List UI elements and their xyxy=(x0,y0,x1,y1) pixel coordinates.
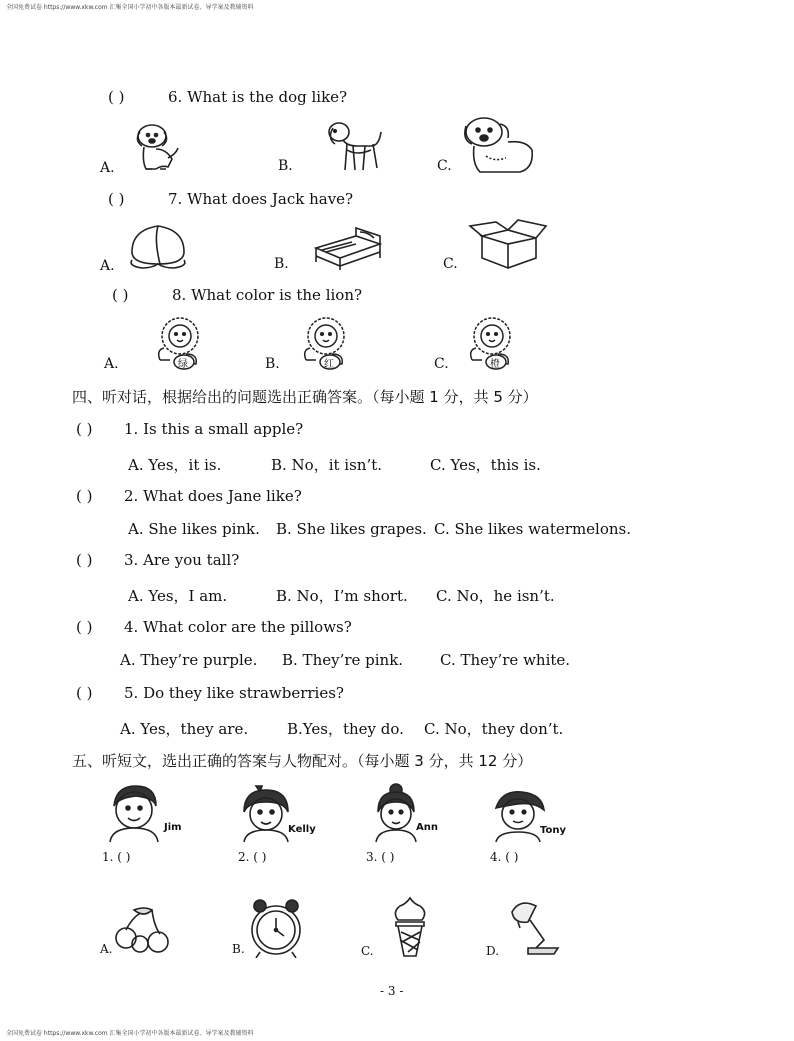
p4-q3-text: 3. Are you tall? xyxy=(124,551,240,569)
p4-q3-a: A. Yes，I am. xyxy=(128,587,228,605)
p4-q4-a: A. They’re purple. xyxy=(120,651,258,669)
lion-tag-orange: 橙 xyxy=(490,359,500,370)
match-1: 1. ( ) xyxy=(102,850,131,864)
q6-paren: ( ) xyxy=(108,88,125,106)
q8-option-a: A. xyxy=(104,356,119,372)
person-name-jim: Jim xyxy=(164,822,182,833)
thin-dog-icon xyxy=(325,120,387,175)
person-name-kelly: Kelly xyxy=(288,824,316,835)
page-footer: 全国免费试卷 https://www.xkw.com 汇集全国小学初中各版本最新试卷、导学案及教辅资料 xyxy=(6,1030,254,1037)
p4-q3-paren: ( ) xyxy=(76,551,93,569)
peach-icon xyxy=(124,222,192,272)
p4-q2-b: B. She likes grapes. xyxy=(276,520,427,538)
p4-q5-c: C. No，they don’t. xyxy=(424,720,564,738)
p5-option-d: D. xyxy=(486,944,500,958)
desk-lamp-icon xyxy=(508,900,564,958)
girl-kelly-icon xyxy=(238,784,294,842)
lion-orange-icon xyxy=(458,316,520,372)
q8-option-b: B. xyxy=(265,356,280,372)
p4-q1-a: A. Yes，it is. xyxy=(128,456,222,474)
girl-ann-icon xyxy=(370,782,422,842)
q7-option-a: A. xyxy=(100,258,115,274)
cherries-icon xyxy=(112,906,172,954)
q7-option-b: B. xyxy=(274,256,289,272)
page-number: - 3 - xyxy=(380,984,404,998)
p4-q1-c: C. Yes，this is. xyxy=(430,456,541,474)
box-icon xyxy=(468,218,550,270)
q7-option-c: C. xyxy=(443,256,458,272)
q7-paren: ( ) xyxy=(108,190,125,208)
part5-heading: 五、听短文，选出正确的答案与人物配对。（每小题 3 分，共 12 分） xyxy=(72,752,533,770)
p4-q5-b: B.Yes，they do. xyxy=(287,720,404,738)
p4-q3-c: C. No，he isn’t. xyxy=(436,587,555,605)
page-header: 全国免费试卷 https://www.xkw.com 汇集全国小学初中各版本最新试卷、导学案及教辅资料 xyxy=(6,4,254,11)
p4-q3-b: B. No，I’m short. xyxy=(276,587,408,605)
p4-q2-text: 2. What does Jane like? xyxy=(124,487,302,505)
q6-option-c: C. xyxy=(437,158,452,174)
p4-q5-a: A. Yes，they are. xyxy=(120,720,249,738)
lion-red-icon xyxy=(292,316,354,372)
q7-text: 7. What does Jack have? xyxy=(168,190,354,208)
small-dog-icon xyxy=(130,122,185,177)
big-dog-icon xyxy=(460,116,540,178)
lion-tag-green: 绿 xyxy=(178,359,188,370)
p4-q4-text: 4. What color are the pillows? xyxy=(124,618,352,636)
match-3: 3. ( ) xyxy=(366,850,395,864)
p4-q4-paren: ( ) xyxy=(76,618,93,636)
q8-option-c: C. xyxy=(434,356,449,372)
p5-option-c: C. xyxy=(361,944,374,958)
q8-paren: ( ) xyxy=(112,286,129,304)
bed-icon xyxy=(312,226,384,272)
match-4: 4. ( ) xyxy=(490,850,519,864)
q6-option-b: B. xyxy=(278,158,293,174)
p5-option-b: B. xyxy=(232,942,245,956)
p4-q5-text: 5. Do they like strawberries? xyxy=(124,684,344,702)
p4-q2-paren: ( ) xyxy=(76,487,93,505)
part4-heading: 四、听对话，根据给出的问题选出正确答案。（每小题 1 分，共 5 分） xyxy=(72,388,538,406)
lion-tag-red: 红 xyxy=(324,359,334,370)
boy-jim-icon xyxy=(106,784,162,842)
p4-q4-b: B. They’re pink. xyxy=(282,651,404,669)
person-name-tony: Tony xyxy=(540,825,567,836)
person-name-ann: Ann xyxy=(416,822,438,833)
p4-q5-paren: ( ) xyxy=(76,684,93,702)
p4-q1-b: B. No，it isn’t. xyxy=(271,456,383,474)
p4-q1-text: 1. Is this a small apple? xyxy=(124,420,304,438)
alarm-clock-icon xyxy=(248,898,304,958)
q6-text: 6. What is the dog like? xyxy=(168,88,348,106)
p4-q2-a: A. She likes pink. xyxy=(128,520,260,538)
p4-q1-paren: ( ) xyxy=(76,420,93,438)
lion-green-icon xyxy=(146,316,208,372)
match-2: 2. ( ) xyxy=(238,850,267,864)
q6-option-a: A. xyxy=(100,160,115,176)
q8-text: 8. What color is the lion? xyxy=(172,286,363,304)
ice-cream-icon xyxy=(392,896,428,958)
p4-q2-c: C. She likes watermelons. xyxy=(434,520,631,538)
p5-option-a: A. xyxy=(100,942,113,956)
p4-q4-c: C. They’re white. xyxy=(440,651,571,669)
